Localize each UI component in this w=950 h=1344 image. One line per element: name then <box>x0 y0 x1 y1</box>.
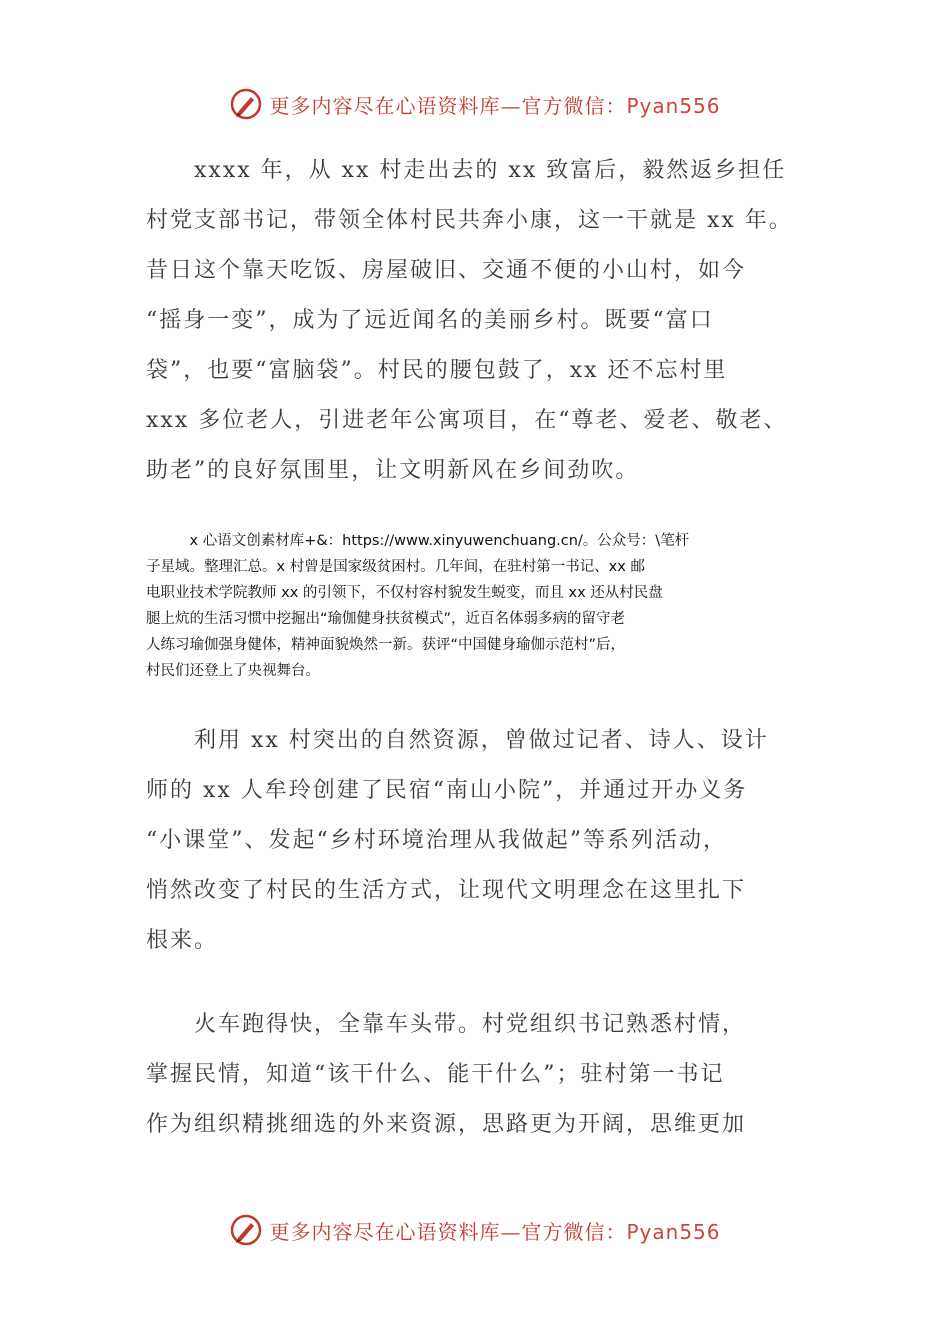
pen-logo-icon <box>229 87 263 121</box>
text-line: 作为组织精挑细选的外来资源，思路更为开阔，思维更加 <box>146 1112 747 1137</box>
text-line: 昔日这个靠天吃饭、房屋破旧、交通不便的小山村，如今 <box>146 258 747 283</box>
text-line: 掌握民情，知道“该干什么、能干什么”；驻村第一书记 <box>146 1062 725 1087</box>
text-line: xxxx 年，从 xx 村走出去的 xx 致富后，毅然返乡担任 <box>146 158 787 183</box>
text-line: 火车跑得快，全靠车头带。村党组织书记熟悉村情， <box>146 1012 747 1037</box>
wechat-id: Pyan556 <box>626 1219 721 1244</box>
pen-logo-icon <box>229 1213 263 1247</box>
note-line: 子星域。整理汇总。x 村曾是国家级贫困村。几年间，在驻村第一书记、xx 邮 <box>146 559 645 575</box>
header-banner-text: 更多内容尽在心语资料库—官方微信：Pyan556 <box>269 93 721 118</box>
note-line: 村民们还登上了央视舞台。 <box>146 663 320 679</box>
text-line: 村党支部书记，带领全体村民共奔小康，这一干就是 xx 年。 <box>146 208 793 233</box>
paragraph-3 <box>146 1000 818 1150</box>
text-line: “小课堂”、发起“乡村环境治理从我做起”等系列活动， <box>146 828 727 853</box>
paragraph-1 <box>146 146 818 496</box>
text-line: 师的 xx 人牟玲创建了民宿“南山小院”，并通过开办义务 <box>146 778 748 803</box>
note-line: 腿上炕的生活习惯中挖掘出“瑜伽健身扶贫模式”，近百名体弱多病的留守老 <box>146 611 626 627</box>
note-line: x 心语文创素材库+&：https://www.xinyuwenchuang.cn/。公众号：\笔杆 <box>146 533 690 549</box>
note-line: 电职业技术学院教师 xx 的引领下，不仅村容村貌发生蜕变，而且 xx 还从村民盘 <box>146 585 663 601</box>
footer-banner <box>0 1210 950 1250</box>
text-line: 助老”的良好氛围里，让文明新风在乡间劲吹。 <box>146 458 640 483</box>
source-note <box>146 528 806 684</box>
text-line: xxx 多位老人，引进老年公寓项目，在“尊老、爱老、敬老、 <box>146 408 788 433</box>
text-line: 袋”，也要“富脑袋”。村民的腰包鼓了，xx 还不忘村里 <box>146 358 728 383</box>
header-banner <box>0 84 950 124</box>
paragraph-2 <box>146 716 818 966</box>
text-line: 根来。 <box>146 928 219 953</box>
text-line: 利用 xx 村突出的自然资源，曾做过记者、诗人、设计 <box>146 728 769 753</box>
text-line: “摇身一变”，成为了远近闻名的美丽乡村。既要“富口 <box>146 308 714 333</box>
wechat-id: Pyan556 <box>626 93 721 118</box>
text-line: 悄然改变了村民的生活方式，让现代文明理念在这里扎下 <box>146 878 747 903</box>
note-line: 人练习瑜伽强身健体，精神面貌焕然一新。获评“中国健身瑜伽示范村”后， <box>146 637 626 653</box>
footer-banner-text: 更多内容尽在心语资料库—官方微信：Pyan556 <box>269 1219 721 1244</box>
